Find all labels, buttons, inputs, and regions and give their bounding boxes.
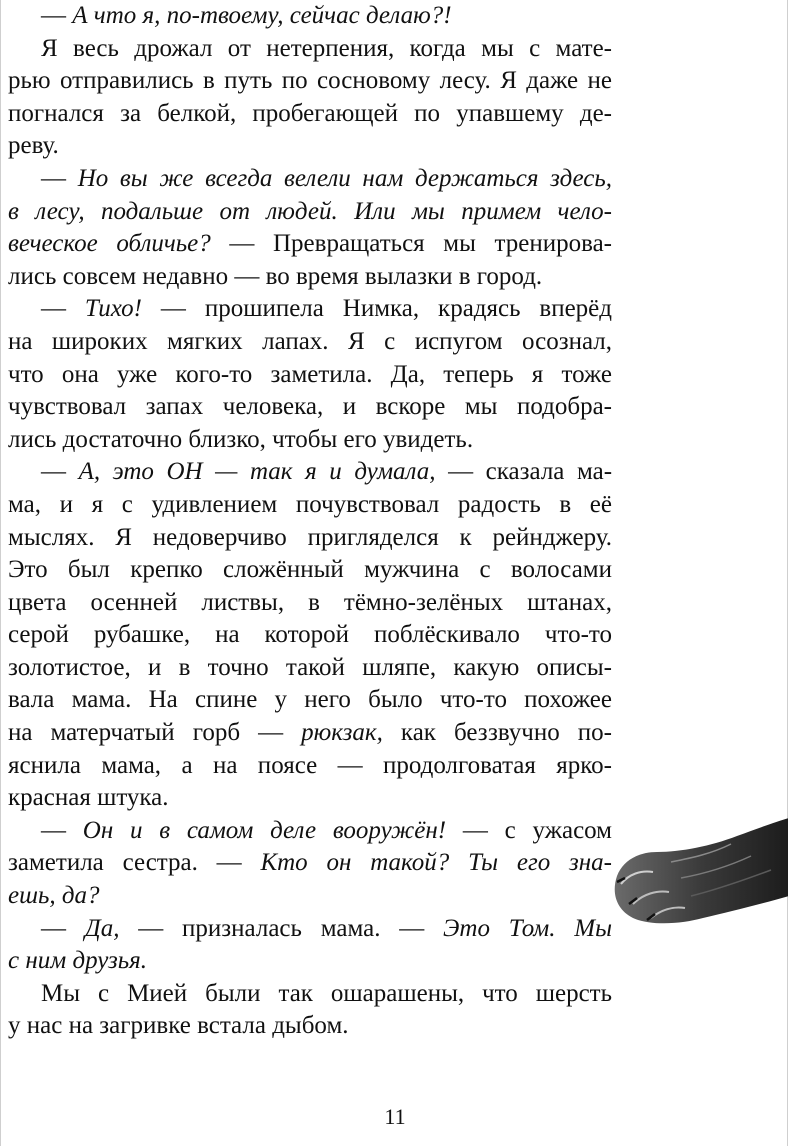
text-segment: — сказала ма- [435, 458, 613, 486]
text-line [8, 359, 612, 392]
text-segment: золотистое, и в точно такой шляпе, какую описы- [8, 653, 612, 681]
italic-segment: Тихо! [84, 295, 143, 323]
italic-segment: ешь, да? [8, 882, 100, 910]
italic-segment: Да, [84, 914, 120, 942]
text-segment: лись совсем недавно — во время вылазки в город. [8, 262, 543, 290]
text-line [8, 293, 612, 326]
text-line [8, 98, 612, 131]
body-text [8, 0, 612, 1043]
text-segment: как беззвучно по- [382, 719, 612, 747]
text-segment: — [41, 164, 78, 192]
text-line [8, 652, 612, 685]
text-segment: цвета осенней листвы, в тёмно-зелёных штанах, [8, 588, 612, 616]
text-line [8, 1010, 612, 1043]
text-line [8, 522, 612, 555]
text-line [8, 782, 612, 815]
italic-segment: веческое обличье? [8, 230, 211, 258]
italic-segment: в лесу, подальше от людей. Или мы примем чело- [8, 197, 612, 225]
text-segment: — призналась мама. — [119, 914, 444, 942]
text-line [8, 619, 612, 652]
text-line [8, 847, 612, 880]
text-segment: заметила сестра. — [8, 849, 261, 877]
text-segment: ма, и я с удивлением почувствовал радость в её [8, 490, 612, 518]
text-segment: серой рубашке, на которой поблёскивало что-то [8, 621, 612, 649]
text-line [8, 880, 612, 913]
text-line [8, 587, 612, 620]
text-line [8, 424, 612, 457]
text-line [8, 33, 612, 66]
text-line [8, 0, 612, 33]
text-segment: — [41, 2, 73, 29]
text-line [8, 196, 612, 229]
text-segment: Это был крепко сложённый мужчина с волосами [8, 556, 612, 584]
text-line [8, 130, 612, 163]
text-line [8, 717, 612, 750]
text-segment: — [41, 295, 85, 323]
text-segment: — [41, 914, 85, 942]
text-segment: лись достаточно близко, чтобы его увидеть. [8, 425, 474, 453]
text-line [8, 326, 612, 359]
text-line [8, 945, 612, 978]
text-segment: реву. [8, 132, 59, 160]
text-segment: погнался за белкой, пробегающей по упавшему де- [8, 99, 612, 127]
text-segment: — [41, 816, 83, 844]
text-segment: что она уже кого-то заметила. Да, теперь я тоже [8, 360, 612, 388]
text-line [8, 65, 612, 98]
text-line [8, 489, 612, 522]
text-line [8, 554, 612, 587]
italic-segment: с ним друзья. [8, 947, 148, 975]
text-line [8, 261, 612, 294]
italic-segment: Это Том. Мы [443, 914, 613, 942]
text-segment: — с ужасом [446, 816, 613, 844]
text-line [8, 163, 612, 196]
text-segment: вала мама. На спине у него было что-то похожее [8, 686, 612, 714]
text-segment: — прошипела Нимка, крадясь вперёд [142, 295, 612, 323]
text-segment: мыслях. Я недоверчиво пригляделся к рейнджеру. [8, 523, 612, 551]
text-line [8, 456, 612, 489]
text-segment: на широких мягких лапах. Я с испугом осознал, [8, 327, 612, 355]
italic-segment: А что я, по-твоему, сейчас делаю?! [72, 2, 452, 29]
text-segment: на матерчатый горб — [8, 719, 302, 747]
text-segment: яснила мама, а на поясе — продолговатая ярко- [8, 751, 612, 779]
text-segment: Мы с Мией были так ошарашены, что шерсть [41, 979, 612, 1007]
italic-segment: Кто он такой? Ты его зна- [260, 849, 613, 877]
text-segment: Я весь дрожал от нетерпения, когда мы с мате- [41, 34, 612, 62]
italic-segment: рюкзак, [301, 719, 383, 747]
italic-segment: Но вы же всегда велели нам держаться здесь, [77, 164, 613, 192]
italic-segment: А, это ОН — так я и думала, [78, 458, 436, 486]
text-line [8, 913, 612, 946]
text-line [8, 750, 612, 783]
wolf-paw-icon [611, 818, 788, 928]
text-segment: у нас на загривке встала дыбом. [8, 1012, 349, 1040]
italic-segment: Он и в самом деле вооружён! [82, 816, 447, 844]
page-number: 11 [384, 1104, 406, 1129]
text-segment: — [41, 458, 79, 486]
text-line [8, 978, 612, 1011]
text-line [8, 228, 612, 261]
text-segment: — Превращаться мы тренирова- [210, 230, 612, 258]
text-segment: чувствовал запах человека, и вскоре мы подобра- [8, 393, 612, 421]
text-line [8, 815, 612, 848]
text-segment: красная штука. [8, 784, 169, 812]
text-segment: рью отправились в путь по сосновому лесу. Я даже не [8, 67, 612, 95]
text-line [8, 391, 612, 424]
text-line [8, 684, 612, 717]
